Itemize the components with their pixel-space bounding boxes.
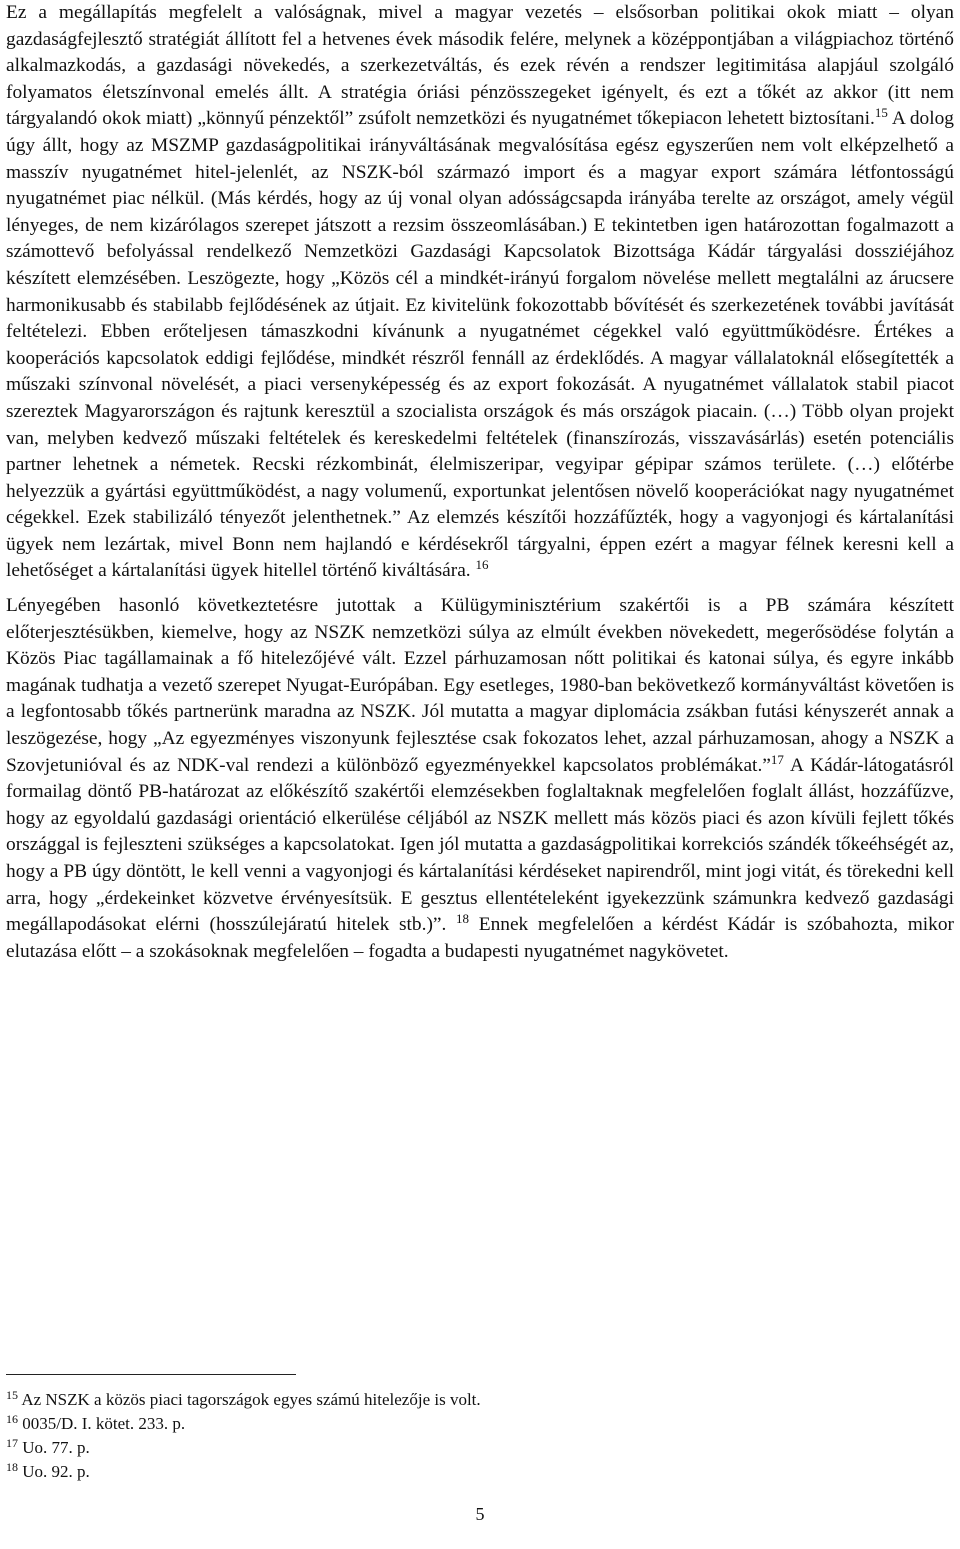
footnote-text: 0035/D. I. kötet. 233. p. [22, 1414, 186, 1433]
paragraph-text: A Kádár-látogatásról formailag döntő PB-határozat az előkészítő szakértői elemzésekben foglaltaknak megfelelően foglalt állást, hozzáfűzve, hogy az egyoldalú gazdasági orientáció elkerülése céljából az NSZK mellett más közös piaci és azon kívüli fejlett tőkés országgal is fejleszteni szükséges a kapcsolatokat. Igen jól mutatta a gazdaságpolitikai korrekciós szándék tőkeéhségét az, hogy a PB úgy döntött, le kell venni a vagyonjogi és kártalanítási kérdéseket napirendről, mint jogi vitát, és törekedni kell arra, hogy „érdekeinket közvetve érvényesítsük. E gesztus ellentételeként igyekezzünk számunkra kedvező gazdasági megállapodásokat elérni (hosszúlejáratú hitelek stb.)”. [6, 754, 954, 936]
footnote [6, 1412, 906, 1436]
document-body [6, 0, 954, 965]
footnote-text: Az NSZK a közös piaci tagországok egyes számú hitelezője is volt. [21, 1390, 481, 1409]
body-paragraph [6, 593, 954, 965]
footnote [6, 1436, 906, 1460]
footnote-text: Uo. 92. p. [22, 1462, 90, 1481]
footnote-reference[interactable]: 15 [874, 105, 888, 121]
footnote-reference[interactable]: 16 [475, 557, 489, 573]
body-paragraph [6, 0, 954, 585]
footnote-number: 18 [6, 1460, 18, 1474]
paragraph-text: Ez a megállapítás megfelelt a valóságnak, mivel a magyar vezetés – elsősorban politikai okok miatt – olyan gazdaságfejlesztő stratégiát állított fel a hetvenes évek második felére, melynek a középpontjában a világpiachoz történő alkalmazkodás, a gazdasági növekedés, a szerkezetváltás, és ezek révén a rendszer legitimitása alapjául szolgáló folyamatos életszínvonal emelés állt. A stratégia óriási pénzösszegeket igényelt, és ezt a tőkét az akkor (itt nem tárgyalandó okok miatt) „könnyű pénzektől” zsúfolt nemzetközi és nyugatnémet tőkepiacon lehetett biztosítani. [6, 2, 954, 130]
footnote-separator [6, 1374, 296, 1375]
page-number: 5 [475, 1504, 485, 1524]
footnote [6, 1460, 906, 1484]
footnotes [6, 1388, 906, 1484]
footnote-reference[interactable]: 18 [456, 911, 470, 927]
footnote-number: 17 [6, 1436, 18, 1450]
footnote-number: 15 [6, 1388, 18, 1402]
footnote-reference[interactable]: 17 [770, 751, 784, 767]
paragraph-text: Ennek megfelelően a kérdést Kádár is szóbahozta, mikor elutazása előtt – a szokásoknak megfelelően – fogadta a budapesti nyugatnémet nagykövetet. [6, 914, 955, 962]
footnote-text: Uo. 77. p. [22, 1438, 90, 1457]
footnote-number: 16 [6, 1412, 18, 1426]
paragraph-text: Lényegében hasonló következtetésre jutottak a Külügyminisztérium szakértői is a PB számára készített előterjesztésükben, kiemelve, hogy az NSZK nemzetközi súlya az elmúlt években növekedett, megerősödése folytán a Közös Piac tagállamainak a fő hitelezőjévé vált. Ezzel párhuzamosan nőtt politikai és katonai súlya, és egyre inkább magának tudhatja a vezető szerepet Nyugat-Európában. Egy esetleges, 1980-ban bekövetkező kormányváltást követően is a legfontosabb tőkés partnerünk maradna az NSZK. Jól mutatta a magyar diplomácia zsákban futási kényszerét annak a leszögezése, hogy „Az egyezményes viszonyunk fejlesztése csak fokozatos lehet, azzal párhuzamosan, ahogy a NSZK a Szovjetunióval és az NDK-val rendezi a különböző egyezményekkel kapcsolatos problémákat.” [6, 595, 954, 776]
footnote [6, 1388, 906, 1412]
paragraph-text: A dolog úgy állt, hogy az MSZMP gazdaságpolitikai irányváltásának megvalósítása egész egyszerűen nem volt elképzelhető a masszív nyugatnémet hitel-jelenlét, az NSZK-ból származó import és a magyar export számára létfontosságú nyugatnémet piac nélkül. (Más kérdés, hogy az új vonal olyan adósságcsapda irányába terelte az országot, amely végül lényeges, de nem kizárólagos szerepet játszott a rezsim összeomlásában.) E tekintetben igen határozottan fogalmazott a számottevő befolyással rendelkező Nemzetközi Gazdasági Kapcsolatok Bizottsága Kádár tárgyalási dossziéjához készített elemzésében. Leszögezte, hogy „Közös cél a mindkét-irányú forgalom növelése mellett megtalálni az árucsere harmonikusabb és stabilabb fejlődésének az útjait. Ez kivitelünk fokozottabb bővítését és szerkezetének további javítását feltételezi. Ebben erőteljesen támaszkodni kívánunk a nyugatnémet cégekkel való együttműködésre. Értékes a kooperációs kapcsolatok eddigi fejlődése, mindkét részről fennáll az érdeklődés. A magyar vállalatoknál elősegítették a műszaki színvonal növelését, a piaci versenyképesség és az export fokozását. A nyugatnémet vállalatok stabil piacot szereztek Magyarországon és rajtunk keresztül a szocialista országok és más országok piacain. (…) Több olyan projekt van, melyben kedvező műszaki feltételek és kereskedelmi feltételek (finanszírozás, visszavásárlás) esetén potenciális partner lehetnek a németek. Recski rézkombinát, élelmiszeripar, vegyipar gépipar számos területe. (…) előtérbe helyezzük a gyártási együttműködést, a nagy volumenű, exportunkat jelentősen növelő kooperációkat nagy nyugatnémet cégekkel. Ezek stabilizáló tényezőt jelenthetnek.” Az elemzés készítői hozzáfűzték, hogy a vagyonjogi és kártalanítási ügyek nem lezártak, mivel Bonn nem hajlandó e kérdésekről tárgyalni, éppen ezért a magyar félnek keresni kell a lehetőséget a kártalanítási ügyek hitellel történő kiváltására. [6, 108, 954, 582]
